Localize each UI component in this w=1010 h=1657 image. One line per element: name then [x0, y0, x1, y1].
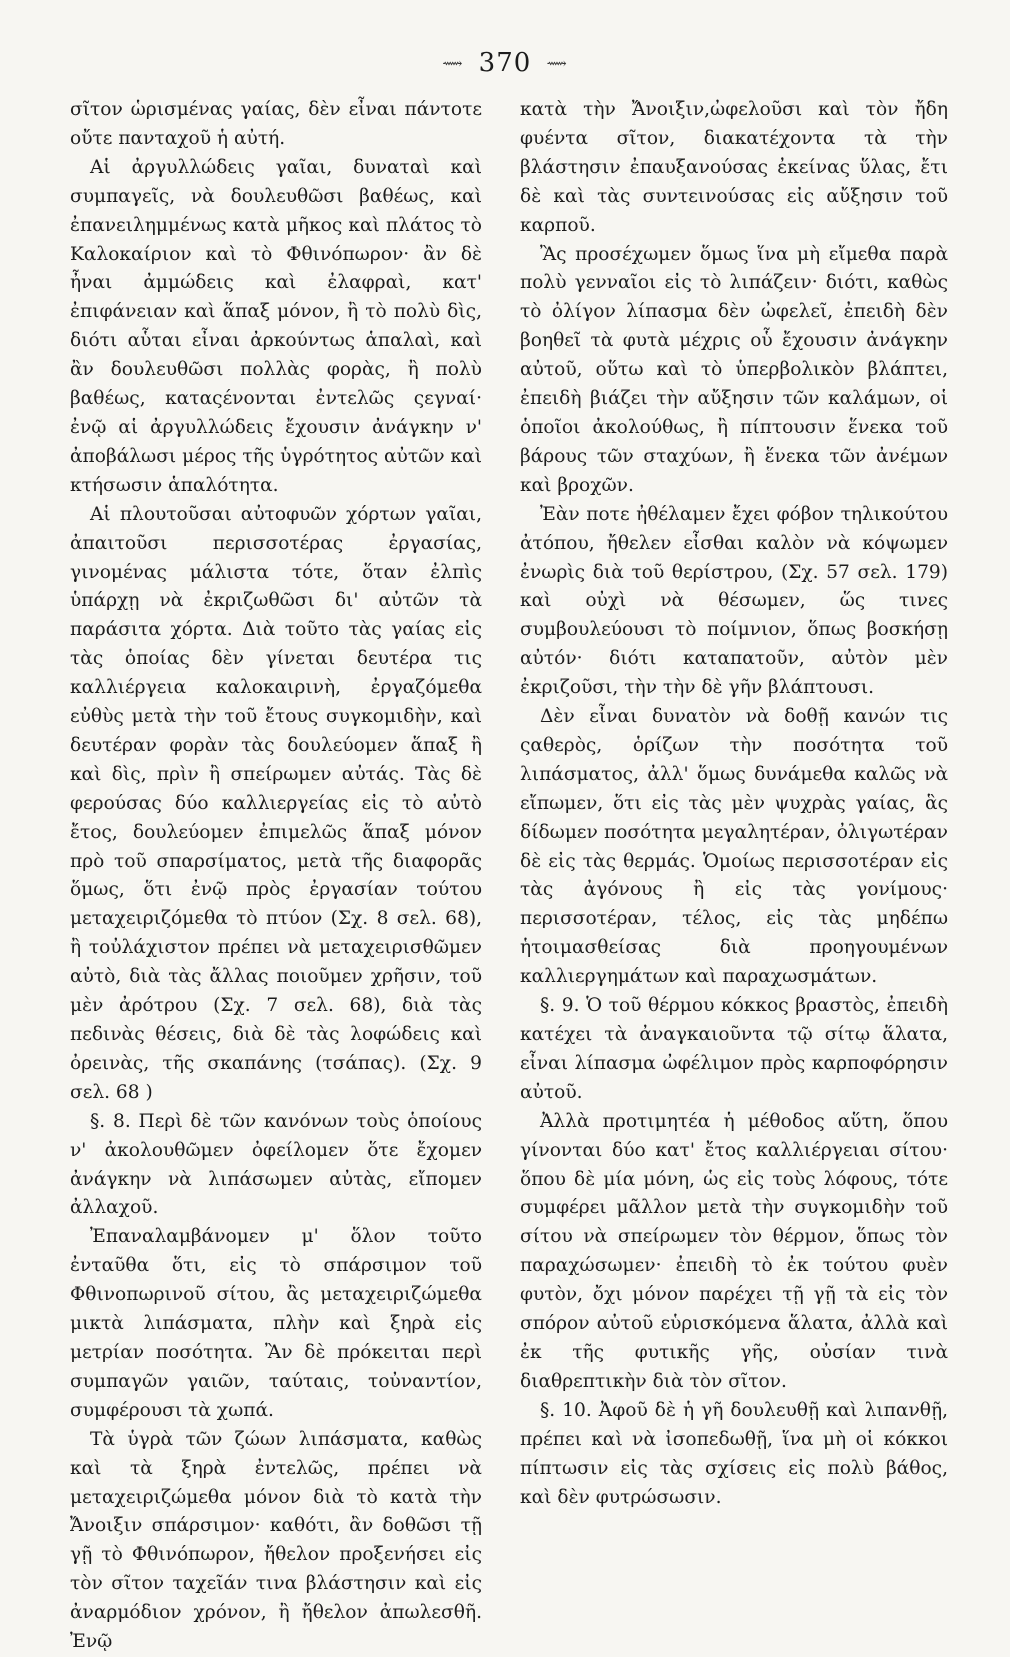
ornament-right-icon: ⟿ — [546, 56, 568, 72]
paragraph: §. 10. Ἀφοῦ δὲ ἡ γῆ δουλευθῇ καὶ λιπανθῇ, πρέπει καὶ νὰ ἰσοπεδωθῇ, ἵνα μὴ οἱ κόκκοι πίπτωσιν εἰς τὰς σχίσεις εἰς πολὺ βάθος, καὶ δὲν φυτρώσωσιν. — [520, 1399, 948, 1508]
paragraph: Ἂς προσέχωμεν ὅμως ἵνα μὴ εἴμεθα παρὰ πολὺ γενναῖοι εἰς τὸ λιπάζειν· διότι, καθὼς τὸ ὀλίγον λίπασμα δὲν ὠφελεῖ, ἐπειδὴ δὲν βοηθεῖ τὰ φυτὰ μέχρις οὗ ἔχουσιν ἀνάγκην αὐτοῦ, οὕτω καὶ τὸ ὑπερβολικὸν βλάπτει, ἐπειδὴ βιάζει τὴν αὔξησιν τῶν καλάμων, οἱ ὁποῖοι ἀκολούθως, ἢ πίπτουσιν ἕνεκα τοῦ βάρους τῶν σταχύων, ἢ ἕνεκα τῶν ἀνέμων καὶ βροχῶν. — [520, 243, 948, 496]
paragraph: κατὰ τὴν Ἄνοιξιν,ὠφελοῦσι καὶ τὸν ἤδη φυέντα σῖτον, διακατέχοντα τὰ τὴν βλάστησιν ἐπαυξανούσας ἐκείνας ὕλας, ἔτι δὲ καὶ τὰς συντεινούσας εἰς αὔξησιν τοῦ καρποῦ. — [520, 99, 948, 236]
paragraph: Ἀλλὰ προτιμητέα ἡ μέθοδος αὕτη, ὅπου γίνονται δύο κατ' ἔτος καλλιέργειαι σίτου· ὅπου δὲ μία μόνη, ὡς εἰς τοὺς λόφους, τότε συμφέρει μᾶλλον μετὰ τὴν συγκομιδὴν τοῦ σίτου νὰ σπείρωμεν τὸν θέρμον, ὅπως τὸν παραχώσωμεν· ἐπειδὴ τὸ ἐκ τούτου φυὲν φυτὸν, ὄχι μόνον παρέχει τῇ γῇ τὰ εἰς τὸν σπόρον αὐτοῦ εὑρισκόμενα ἅλατα, ἀλλὰ καὶ ἐκ τῆς φυτικῆς γῆς, οὐσίαν τινὰ διαθρεπτικὴν διὰ τὸν σῖτον. — [520, 1110, 948, 1392]
paragraph: Ἐὰν ποτε ἠθέλαμεν ἔχει φόβον τηλικούτου ἀτόπου, ἤθελεν εἶσθαι καλὸν νὰ κόψωμεν ἐνωρὶς διὰ τοῦ θερίστρου, (Σχ. 57 σελ. 179) καὶ οὐχὶ νὰ θέσωμεν, ὥς τινες συμβουλεύουσι τὸ ποίμνιον, ὅπως βοσκήσῃ αὐτόν· διότι καταπατοῦν, αὐτὸν μὲν ἐκριζοῦσι, τὴν τὴν δὲ γῆν βλάπτουσι. — [520, 503, 948, 699]
page-number-header — [0, 48, 1010, 78]
paragraph: Αἱ πλουτοῦσαι αὐτοφυῶν χόρτων γαῖαι, ἀπαιτοῦσι περισσοτέρας ἐργασίας, γινομένας μάλιστα τότε, ὅταν ἐλπὶς ὑπάρχῃ νὰ ἐκριζωθῶσι δι' αὐτῶν τὰ παράσιτα χόρτα. Διὰ τοῦτο τὰς γαίας εἰς τὰς ὁποίας δὲν γίνεται δευτέρα τις καλλιέργεια καλοκαιρινὴ, ἐργαζόμεθα εὐθὺς μετὰ τὴν τοῦ ἔτους συγκομιδὴν, καὶ δευτέραν φορὰν τὰς δουλεύομεν ἅπαξ ἢ καὶ δὶς, πρὶν ἢ σπείρωμεν αὐτάς. Τὰς δὲ φερούσας δύο καλλιεργείας εἰς τὸ αὐτὸ ἔτος, δουλεύομεν ἐπιμελῶς ἅπαξ μόνον πρὸ τοῦ σπαρσίματος, μετὰ τῆς διαφορᾶς ὅμως, ὅτι ἐνῷ πρὸς ἐργασίαν τούτου μεταχειριζόμεθα τὸ πτύον (Σχ. 8 σελ. 68), ἢ τοὐλάχιστον πρέπει νὰ μεταχειρισθῶμεν αὐτὸ, διὰ τὰς ἄλλας ποιοῦμεν χρῆσιν, τοῦ μὲν ἀρότρου (Σχ. 7 σελ. 68), διὰ τὰς πεδινὰς θέσεις, διὰ δὲ τὰς λοφώδεις καὶ ὀρεινὰς, τῆς σκαπάνης (τσάπας). (Σχ. 9 σελ. 68 ) — [70, 503, 482, 1103]
left-column — [70, 96, 482, 1657]
paragraph: Τὰ ὑγρὰ τῶν ζώων λιπάσματα, καθὼς καὶ τὰ ξηρὰ ἐντελῶς, πρέπει νὰ μεταχειριζώμεθα μόνον διὰ τὸ κατὰ τὴν Ἄνοιξιν σπάρσιμον· καθότι, ἂν δοθῶσι τῇ γῇ τὸ Φθινόπωρον, ἤθελον προξενήσει εἰς τὸν σῖτον ταχεῖάν τινα βλάστησιν καὶ εἰς ἀναρμόδιον χρόνον, ἢ ἤθελον ἀπωλεσθῆ. Ἐνῷ — [70, 1428, 482, 1653]
right-column — [520, 96, 948, 1512]
paragraph: Ἐπαναλαμβάνομεν μ' ὅλον τοῦτο ἐνταῦθα ὅτι, εἰς τὸ σπάρσιμον τοῦ Φθινοπωρινοῦ σίτου, ἂς μεταχειριζώμεθα μικτὰ λιπάσματα, πλὴν καὶ ξηρὰ εἰς μετρίαν ποσότητα. Ἂν δὲ πρόκειται περὶ συμπαγῶν γαιῶν, ταύταις, τοὐναντίον, συμφέρουσι τὰ χωπά. — [70, 1226, 482, 1421]
ornament-left-icon: ⟿ — [442, 56, 464, 72]
paragraph: §. 8. Περὶ δὲ τῶν κανόνων τοὺς ὁποίους ν' ἀκολουθῶμεν ὀφείλομεν ὅτε ἔχομεν ἀνάγκην νὰ λιπάσωμεν αὐτὰς, εἴπομεν ἀλλαχοῦ. — [70, 1110, 482, 1219]
paragraph: σῖτον ὡρισμένας γαίας, δὲν εἶναι πάντοτε οὔτε πανταχοῦ ἡ αὐτή. — [70, 99, 482, 149]
paragraph: Δὲν εἶναι δυνατὸν νὰ δοθῇ κανών τις ςαθερὸς, ὁρίζων τὴν ποσότητα τοῦ λιπάσματος, ἀλλ' ὅμως δυνάμεθα καλῶς νὰ εἴπωμεν, ὅτι εἰς τὰς μὲν ψυχρὰς γαίας, ἃς δίδωμεν ποσότητα μεγαλητέραν, ὀλιγωτέραν δὲ εἰς τὰς θερμάς. Ὁμοίως περισσοτέραν εἰς τὰς ἀγόνους ἢ εἰς τὰς γονίμους· περισσοτέραν, τέλος, εἰς τὰς μηδέπω ἡτοιμασθείσας διὰ προηγουμένων καλλιεργημάτων καὶ παραχωσμάτων. — [520, 706, 948, 988]
page-number: 370 — [478, 48, 532, 78]
paragraph: §. 9. Ὁ τοῦ θέρμου κόκκος βραστὸς, ἐπειδὴ κατέχει τὰ ἀναγκαιοῦντα τῷ σίτῳ ἅλατα, εἶναι λίπασμα ὠφέλιμον πρὸς καρποφόρησιν αὐτοῦ. — [520, 995, 948, 1103]
paragraph: Αἱ ἀργυλλώδεις γαῖαι, δυναταὶ καὶ συμπαγεῖς, νὰ δουλευθῶσι βαθέως, καὶ ἐπανειλημμένως κατὰ μῆκος καὶ πλάτος τὸ Καλοκαίριον καὶ τὸ Φθινόπωρον· ἂν δὲ ἦναι ἀμμώδεις καὶ ἐλαφραὶ, κατ' ἐπιφάνειαν καὶ ἅπαξ μόνον, ἢ τὸ πολὺ δὶς, διότι αὗται εἶναι ἀρκούντως ἁπαλαὶ, καὶ ἂν δουλευθῶσι πολλὰς φορὰς, ἢ πολὺ βαθέως, καταςένονται ἐντελῶς ςεγναί· ἐνῷ αἱ ἀργυλλώδεις ἔχουσιν ἀνάγκην ν' ἀποβάλωσι μέρος τῆς ὑγρότητος αὐτῶν καὶ κτήσωσιν ἁπαλότητα. — [70, 156, 482, 496]
